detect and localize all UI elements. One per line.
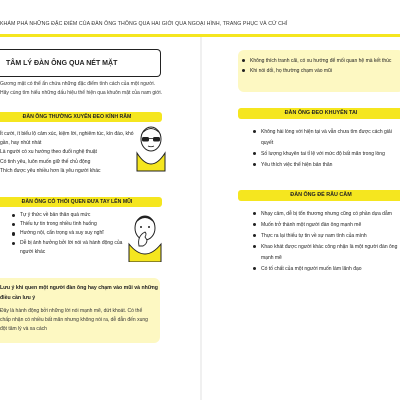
list-item: Là người có xu hướng theo đuổi nghệ thuật bbox=[0, 149, 97, 156]
list-item: Yêu thích việc thể hiện bản thân bbox=[251, 160, 400, 171]
note-heading: Lưu ý khi quen một người đàn ông hay chạm vào mũi và những điều cần lưu ý bbox=[0, 285, 158, 301]
list-item: Thích được yêu nhiều hơn là yêu người khác bbox=[0, 167, 101, 174]
earrings-traits-list bbox=[251, 127, 400, 171]
list-item: Số lượng khuyên tai tỉ lệ với mức độ bất mãn trong lòng bbox=[251, 149, 400, 160]
section-heading-sunglasses: ĐÀN ÔNG THƯỜNG XUYÊN ĐEO KÍNH RÂM bbox=[0, 112, 162, 122]
list-item: Có tố chất của một người muốn làm lãnh đạo bbox=[251, 264, 400, 275]
list-item: Ít cười, ít biểu lộ cảm xúc, kiệm lời, nghiêm túc, kín đáo, khó gần, hay nhút nhát bbox=[0, 131, 134, 147]
sunglasses-man-icon bbox=[131, 123, 171, 173]
list-item: Không thích tranh cãi, có xu hướng để mối quan hệ mà kết thúc bbox=[240, 56, 400, 66]
list-item: Tự ý thức về bản thân quá mức bbox=[10, 211, 130, 220]
intro-line-1: Gương mặt có thể ẩn chứa những đặc điểm tính cách của một người. bbox=[0, 81, 156, 87]
beard-traits-list bbox=[251, 209, 400, 275]
page-title: TÂM LÝ ĐÀN ÔNG QUA NÉT MẶT bbox=[6, 60, 118, 67]
list-item: Dễ bị ảnh hưởng bởi lời nói và hành động của người khác bbox=[10, 239, 130, 257]
list-item: Khao khát được người khác công nhận là một người đàn ông mạnh mẽ bbox=[251, 242, 400, 264]
page-header: KHÁM PHÁ NHỮNG ĐẶC ĐIỂM CỦA ĐÀN ÔNG THÔNG QUA HAI GIỚI QUA NGOẠI HÌNH, TRANG PHỤC VÀ CỬ CHỈ bbox=[0, 21, 288, 27]
list-item: Thực ra lại thiếu tự tin về sự nam tính của mình bbox=[251, 231, 400, 242]
list-item: Thiếu tự tin trong nhiều tình huống bbox=[10, 220, 130, 229]
sunglasses-traits-list bbox=[0, 130, 134, 176]
list-item: Không hài lòng với hiện tại và vẫn chưa tìm được cách giải quyết bbox=[251, 127, 400, 149]
intro-paragraph bbox=[0, 80, 170, 98]
nose-touch-traits-list bbox=[10, 211, 130, 257]
nose-touch-man-icon bbox=[125, 210, 165, 262]
list-item: Khi nói dối, họ thường chạm vào mũi bbox=[240, 66, 400, 76]
continued-note-list bbox=[240, 56, 400, 76]
page-fold bbox=[200, 37, 202, 400]
note-body: Đây là hành động bởi những lời nói mạnh mẽ, dứt khoát. Có thể chấp nhận có nhiều bất mãn nhưng không nói ra, dễ dẫn đến xung đột tâm lý và xa cách bbox=[0, 308, 148, 332]
list-item: Muốn trở thành một người đàn ông mạnh mẽ bbox=[251, 220, 400, 231]
section-heading-beard: ĐÀN ÔNG ĐỂ RÂU CẰM bbox=[238, 190, 400, 201]
list-item: Hướng nội, cẩn trọng và suy suy nghĩ bbox=[10, 229, 130, 238]
list-item: Nhạy cảm, dễ bị tổn thương nhưng cũng có phần dựa dẫm bbox=[251, 209, 400, 220]
section-heading-nose-touch: ĐÀN ÔNG CÓ THÓI QUEN ĐƯA TAY LÊN MŨI bbox=[0, 197, 162, 207]
intro-line-2: Hãy cùng tìm hiểu những dấu hiệu thể hiện qua khuôn mặt của nam giới. bbox=[0, 90, 163, 96]
section-heading-earrings: ĐÀN ÔNG ĐEO KHUYÊN TAI bbox=[238, 108, 400, 119]
list-item: Có tinh yêu, luôn muốn giữ thế chủ động bbox=[0, 158, 91, 165]
